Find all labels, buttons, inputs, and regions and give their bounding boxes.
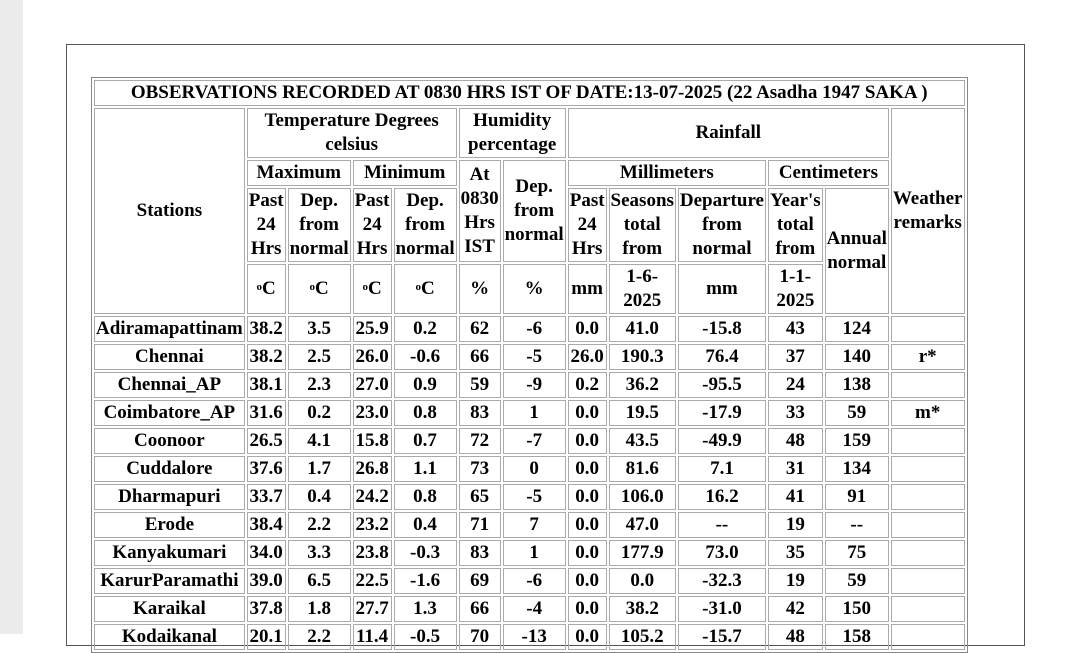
unit-season-date: 1-6- 2025 — [609, 264, 676, 314]
table-row — [94, 596, 965, 622]
cell-year-total: 43 — [768, 316, 823, 342]
cell-season-total: 106.0 — [609, 484, 676, 510]
cell-hum-dep: -9 — [503, 372, 566, 398]
cell-max-dep: 2.2 — [288, 624, 351, 650]
cell-min-dep: 1.1 — [394, 456, 457, 482]
cell-season-dep: 7.1 — [678, 456, 766, 482]
cell-min: 22.5 — [353, 568, 392, 594]
cell-hum: 59 — [459, 372, 501, 398]
cell-max: 38.1 — [247, 372, 286, 398]
rainfall-header: Rainfall — [568, 108, 889, 158]
stations-header: Stations — [94, 108, 245, 314]
cell-min-dep: 0.4 — [394, 512, 457, 538]
cell-rain24: 0.0 — [568, 456, 607, 482]
cell-hum-dep: 0 — [503, 456, 566, 482]
cell-remarks: m* — [891, 400, 965, 426]
cell-rain24: 0.0 — [568, 316, 607, 342]
table-row — [94, 484, 965, 510]
table-row — [94, 456, 965, 482]
cell-min: 26.8 — [353, 456, 392, 482]
cell-season-total: 190.3 — [609, 344, 676, 370]
station-name: Coonoor — [94, 428, 245, 454]
cell-hum-dep: -5 — [503, 344, 566, 370]
cell-min: 23.8 — [353, 540, 392, 566]
table-row — [94, 428, 965, 454]
cell-hum: 69 — [459, 568, 501, 594]
humidity-dep-header: Dep. from normal — [503, 160, 566, 262]
unit-departure-mm: mm — [678, 264, 766, 314]
cell-season-dep: 76.4 — [678, 344, 766, 370]
cell-annual-normal: 138 — [825, 372, 889, 398]
cell-min-dep: 0.9 — [394, 372, 457, 398]
unit-rain-mm: mm — [568, 264, 607, 314]
cell-max-dep: 6.5 — [288, 568, 351, 594]
cell-hum-dep: -4 — [503, 596, 566, 622]
table-row — [94, 400, 965, 426]
annual-normal-header: Annual normal — [825, 188, 889, 314]
cell-rain24: 0.0 — [568, 540, 607, 566]
cell-min: 11.4 — [353, 624, 392, 650]
cell-max: 20.1 — [247, 624, 286, 650]
cell-season-dep: -95.5 — [678, 372, 766, 398]
cell-max: 33.7 — [247, 484, 286, 510]
cell-hum: 66 — [459, 596, 501, 622]
station-name: Kanyakumari — [94, 540, 245, 566]
cell-min-dep: 0.7 — [394, 428, 457, 454]
max-past24-header: Past 24 Hrs — [247, 188, 286, 262]
station-name: Cuddalore — [94, 456, 245, 482]
cell-max: 31.6 — [247, 400, 286, 426]
unit-max-dep-c: $^o$C — [288, 264, 351, 314]
cell-min-dep: 1.3 — [394, 596, 457, 622]
left-page-margin — [0, 0, 23, 634]
unit-min-dep-c: $^o$C — [394, 264, 457, 314]
cell-rain24: 0.0 — [568, 568, 607, 594]
cell-remarks — [891, 540, 965, 566]
cell-hum: 62 — [459, 316, 501, 342]
cell-min: 24.2 — [353, 484, 392, 510]
humidity-header: Humidity percentage — [459, 108, 566, 158]
cell-hum-dep: -7 — [503, 428, 566, 454]
cell-annual-normal: 158 — [825, 624, 889, 650]
cell-rain24: 0.0 — [568, 400, 607, 426]
cell-annual-normal: 134 — [825, 456, 889, 482]
cell-rain24: 26.0 — [568, 344, 607, 370]
station-name: Erode — [94, 512, 245, 538]
min-dep-header: Dep. from normal — [394, 188, 457, 262]
table-row — [94, 512, 965, 538]
max-dep-header: Dep. from normal — [288, 188, 351, 262]
header-row-1 — [94, 108, 965, 158]
table-row — [94, 540, 965, 566]
cell-year-total: 42 — [768, 596, 823, 622]
cell-remarks — [891, 624, 965, 650]
cell-season-total: 43.5 — [609, 428, 676, 454]
cell-annual-normal: -- — [825, 512, 889, 538]
cell-season-total: 81.6 — [609, 456, 676, 482]
cell-max: 37.8 — [247, 596, 286, 622]
cell-max-dep: 0.4 — [288, 484, 351, 510]
cell-max-dep: 2.3 — [288, 372, 351, 398]
table-row — [94, 624, 965, 650]
cell-remarks — [891, 316, 965, 342]
at-0830-header: At 0830 Hrs IST — [459, 160, 501, 262]
station-name: Coimbatore_AP — [94, 400, 245, 426]
temperature-header: Temperature Degrees celsius — [247, 108, 457, 158]
cell-annual-normal: 140 — [825, 344, 889, 370]
rain-past24-header: Past 24 Hrs — [568, 188, 607, 262]
cell-hum: 71 — [459, 512, 501, 538]
cell-max: 26.5 — [247, 428, 286, 454]
cell-remarks — [891, 372, 965, 398]
cell-min-dep: 0.2 — [394, 316, 457, 342]
cell-rain24: 0.0 — [568, 512, 607, 538]
cell-year-total: 37 — [768, 344, 823, 370]
cell-season-dep: -31.0 — [678, 596, 766, 622]
cell-hum-dep: -13 — [503, 624, 566, 650]
cell-hum: 70 — [459, 624, 501, 650]
cell-min-dep: -0.5 — [394, 624, 457, 650]
cell-annual-normal: 150 — [825, 596, 889, 622]
unit-min-c: $^o$C — [353, 264, 392, 314]
cell-max-dep: 3.3 — [288, 540, 351, 566]
cell-annual-normal: 91 — [825, 484, 889, 510]
cell-max: 37.6 — [247, 456, 286, 482]
cell-year-total: 19 — [768, 568, 823, 594]
cell-annual-normal: 124 — [825, 316, 889, 342]
cell-min-dep: 0.8 — [394, 400, 457, 426]
cell-season-total: 0.0 — [609, 568, 676, 594]
unit-max-c: $^o$C — [247, 264, 286, 314]
cell-annual-normal: 59 — [825, 568, 889, 594]
cell-max: 38.2 — [247, 316, 286, 342]
cell-rain24: 0.2 — [568, 372, 607, 398]
unit-year-date: 1-1- 2025 — [768, 264, 823, 314]
table-row — [94, 372, 965, 398]
cell-year-total: 24 — [768, 372, 823, 398]
min-past24-header: Past 24 Hrs — [353, 188, 392, 262]
cell-annual-normal: 75 — [825, 540, 889, 566]
cell-min: 23.0 — [353, 400, 392, 426]
years-total-header: Year's total from — [768, 188, 823, 262]
cell-max-dep: 0.2 — [288, 400, 351, 426]
cell-year-total: 48 — [768, 428, 823, 454]
cell-season-total: 19.5 — [609, 400, 676, 426]
cell-season-dep: -15.7 — [678, 624, 766, 650]
cell-min-dep: -0.3 — [394, 540, 457, 566]
cell-season-dep: 73.0 — [678, 540, 766, 566]
unit-hum-pct: % — [459, 264, 501, 314]
seasons-total-header: Seasons total from — [609, 188, 676, 262]
cell-min: 27.0 — [353, 372, 392, 398]
station-name: Chennai_AP — [94, 372, 245, 398]
cell-season-total: 36.2 — [609, 372, 676, 398]
maximum-header: Maximum — [247, 160, 351, 186]
cell-hum: 73 — [459, 456, 501, 482]
millimeters-header: Millimeters — [568, 160, 766, 186]
cell-max: 34.0 — [247, 540, 286, 566]
table-title: OBSERVATIONS RECORDED AT 0830 HRS IST OF DATE:13-07-2025 (22 Asadha 1947 SAKA ) — [94, 80, 965, 106]
cell-max-dep: 3.5 — [288, 316, 351, 342]
cell-hum-dep: 1 — [503, 540, 566, 566]
station-name: Dharmapuri — [94, 484, 245, 510]
cell-hum: 66 — [459, 344, 501, 370]
cell-rain24: 0.0 — [568, 624, 607, 650]
cell-max-dep: 2.2 — [288, 512, 351, 538]
weather-remarks-header: Weather remarks — [891, 108, 965, 314]
cell-hum: 83 — [459, 400, 501, 426]
cell-hum: 72 — [459, 428, 501, 454]
cell-hum: 65 — [459, 484, 501, 510]
cell-remarks — [891, 512, 965, 538]
cell-min: 27.7 — [353, 596, 392, 622]
cell-year-total: 48 — [768, 624, 823, 650]
observations-table — [91, 77, 968, 653]
cell-min: 15.8 — [353, 428, 392, 454]
station-name: Karaikal — [94, 596, 245, 622]
cell-hum: 83 — [459, 540, 501, 566]
cell-hum-dep: -6 — [503, 316, 566, 342]
cell-hum-dep: 1 — [503, 400, 566, 426]
cell-hum-dep: -6 — [503, 568, 566, 594]
cell-year-total: 31 — [768, 456, 823, 482]
cell-season-dep: -32.3 — [678, 568, 766, 594]
cell-season-total: 47.0 — [609, 512, 676, 538]
station-name: Kodaikanal — [94, 624, 245, 650]
station-name: KarurParamathi — [94, 568, 245, 594]
cell-annual-normal: 59 — [825, 400, 889, 426]
cell-remarks — [891, 596, 965, 622]
table-row — [94, 316, 965, 342]
cell-max-dep: 1.8 — [288, 596, 351, 622]
cell-season-total: 38.2 — [609, 596, 676, 622]
station-name: Adiramapattinam — [94, 316, 245, 342]
cell-remarks: r* — [891, 344, 965, 370]
departure-header: Departure from normal — [678, 188, 766, 262]
cell-remarks — [891, 568, 965, 594]
cell-season-dep: 16.2 — [678, 484, 766, 510]
cell-season-total: 105.2 — [609, 624, 676, 650]
cell-max-dep: 2.5 — [288, 344, 351, 370]
minimum-header: Minimum — [353, 160, 457, 186]
cell-season-dep: -15.8 — [678, 316, 766, 342]
cell-max: 38.2 — [247, 344, 286, 370]
cell-max: 38.4 — [247, 512, 286, 538]
cell-min: 23.2 — [353, 512, 392, 538]
cell-rain24: 0.0 — [568, 428, 607, 454]
cell-min: 26.0 — [353, 344, 392, 370]
cell-min-dep: 0.8 — [394, 484, 457, 510]
table-row — [94, 344, 965, 370]
cell-max: 39.0 — [247, 568, 286, 594]
cell-min-dep: -1.6 — [394, 568, 457, 594]
cell-season-total: 177.9 — [609, 540, 676, 566]
cell-remarks — [891, 484, 965, 510]
station-name: Chennai — [94, 344, 245, 370]
cell-season-dep: -- — [678, 512, 766, 538]
cell-remarks — [891, 456, 965, 482]
cell-max-dep: 1.7 — [288, 456, 351, 482]
unit-hum-dep-pct: % — [503, 264, 566, 314]
cell-rain24: 0.0 — [568, 484, 607, 510]
cell-season-dep: -49.9 — [678, 428, 766, 454]
title-row — [94, 80, 965, 106]
cell-remarks — [891, 428, 965, 454]
cell-annual-normal: 159 — [825, 428, 889, 454]
cell-hum-dep: -5 — [503, 484, 566, 510]
cell-year-total: 35 — [768, 540, 823, 566]
cell-hum-dep: 7 — [503, 512, 566, 538]
cell-season-total: 41.0 — [609, 316, 676, 342]
cell-year-total: 33 — [768, 400, 823, 426]
cell-min: 25.9 — [353, 316, 392, 342]
cell-year-total: 19 — [768, 512, 823, 538]
cell-max-dep: 4.1 — [288, 428, 351, 454]
cell-season-dep: -17.9 — [678, 400, 766, 426]
cell-year-total: 41 — [768, 484, 823, 510]
cell-rain24: 0.0 — [568, 596, 607, 622]
cell-min-dep: -0.6 — [394, 344, 457, 370]
table-row — [94, 568, 965, 594]
centimeters-header: Centimeters — [768, 160, 889, 186]
